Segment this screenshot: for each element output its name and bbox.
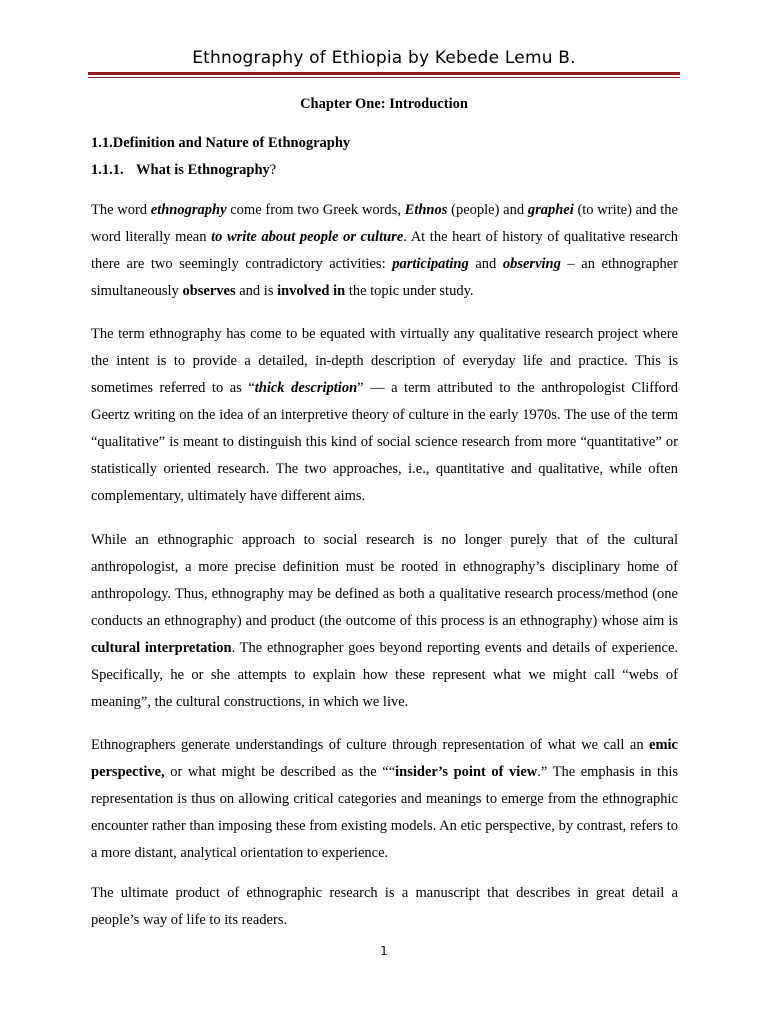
paragraph-text: . The ethnographer goes beyond reporting events and details of experience. Specifically, he or she attempts to explain how these represent what we might call “webs of meaning”, the cultural constructions, in which we live.: [91, 640, 678, 710]
page-number: 1: [380, 944, 388, 958]
paragraph-text: Ethnographers generate understandings of culture through representation of what we call an: [91, 737, 650, 753]
header-rule-thick: [88, 72, 680, 75]
emphasis-graphei: graphei: [527, 202, 574, 218]
emphasis-insiders-point-of-view: insider’s point of view: [395, 764, 538, 780]
paragraph-text: or what might be described as the ““: [164, 764, 396, 780]
header-rule-thin: [88, 77, 680, 78]
paragraph-text: (to write) and the word literally mean: [91, 202, 678, 245]
paragraph-1: [91, 197, 678, 305]
paragraph-text: The term ethnography has come to be equated with virtually any qualitative research project where the intent is to provide a detailed, in-depth description of everyday life and practice. This is sometimes referred to as “: [91, 326, 678, 396]
subsection-heading: [91, 162, 276, 179]
paragraph-text: The word: [91, 202, 151, 218]
subsection-number: 1.1.1.: [91, 162, 124, 178]
paragraph-text: . At the heart of history of qualitative research there are two seemingly contradictory activities:: [91, 229, 679, 272]
emphasis-observes: observes: [182, 283, 236, 299]
paragraph-text: The ultimate product of ethnographic research is a manuscript that describes in great detail a people’s way of life to its readers.: [91, 885, 678, 928]
paragraph-3: [91, 527, 678, 716]
paragraph-2: [91, 321, 678, 510]
paragraph-5: [91, 880, 678, 934]
chapter-title: Chapter One: Introduction: [300, 96, 468, 112]
running-header-title: Ethnography of Ethiopia by Kebede Lemu B.: [192, 48, 576, 68]
paragraph-text: ” — a term attributed to the anthropologist Clifford Geertz writing on the idea of an interpretive theory of culture in the early 1970s. The use of the term “qualitative” is meant to distinguish this kind of social science research from more “quantitative” or statistically oriented research. The two approaches, i.e., quantitative and qualitative, while often complementary, ultimately have different aims.: [91, 380, 678, 504]
emphasis-cultural-interpretation: cultural interpretation: [91, 640, 232, 656]
emphasis-observing: observing: [502, 256, 561, 272]
section-heading: 1.1.Definition and Nature of Ethnography: [91, 135, 351, 151]
paragraph-4: [91, 732, 678, 867]
paragraph-text: come from two Greek words,: [226, 202, 405, 218]
paragraph-text: While an ethnographic approach to social research is no longer purely that of the cultural anthropologist, a more precise definition must be rooted in ethnography’s disciplinary home of anthropology. Thus, ethnography may be defined as both a qualitative research process/method (one conducts an ethnography) and product (the outcome of this process is an ethnography) whose aim is: [91, 532, 678, 629]
paragraph-text: and: [468, 256, 503, 272]
emphasis-ethnos: Ethnos: [404, 202, 448, 218]
paragraph-text: (people) and: [447, 202, 528, 218]
paragraph-text: – an ethnographer simultaneously: [91, 256, 679, 299]
emphasis-ethnography: ethnography: [150, 202, 227, 218]
emphasis-thick-description: thick description: [254, 380, 358, 396]
emphasis-emic-perspective: emic perspective,: [91, 737, 678, 780]
subsection-punct: ?: [269, 162, 277, 178]
paragraph-text: and is: [235, 283, 278, 299]
emphasis-involved-in: involved in: [277, 283, 346, 299]
emphasis-participating: participating: [392, 256, 469, 272]
paragraph-text: .” The emphasis in this representation is thus on allowing critical categories and meanings to emerge from the ethnographic encounter rather than imposing these from existing models. An etic perspective, by contrast, refers to a more distant, analytical orientation to experience.: [91, 764, 678, 861]
subsection-title: What is Ethnography: [136, 162, 270, 178]
paragraph-text: the topic under study.: [345, 283, 474, 299]
emphasis-literal-meaning: to write about people or culture: [211, 229, 404, 245]
